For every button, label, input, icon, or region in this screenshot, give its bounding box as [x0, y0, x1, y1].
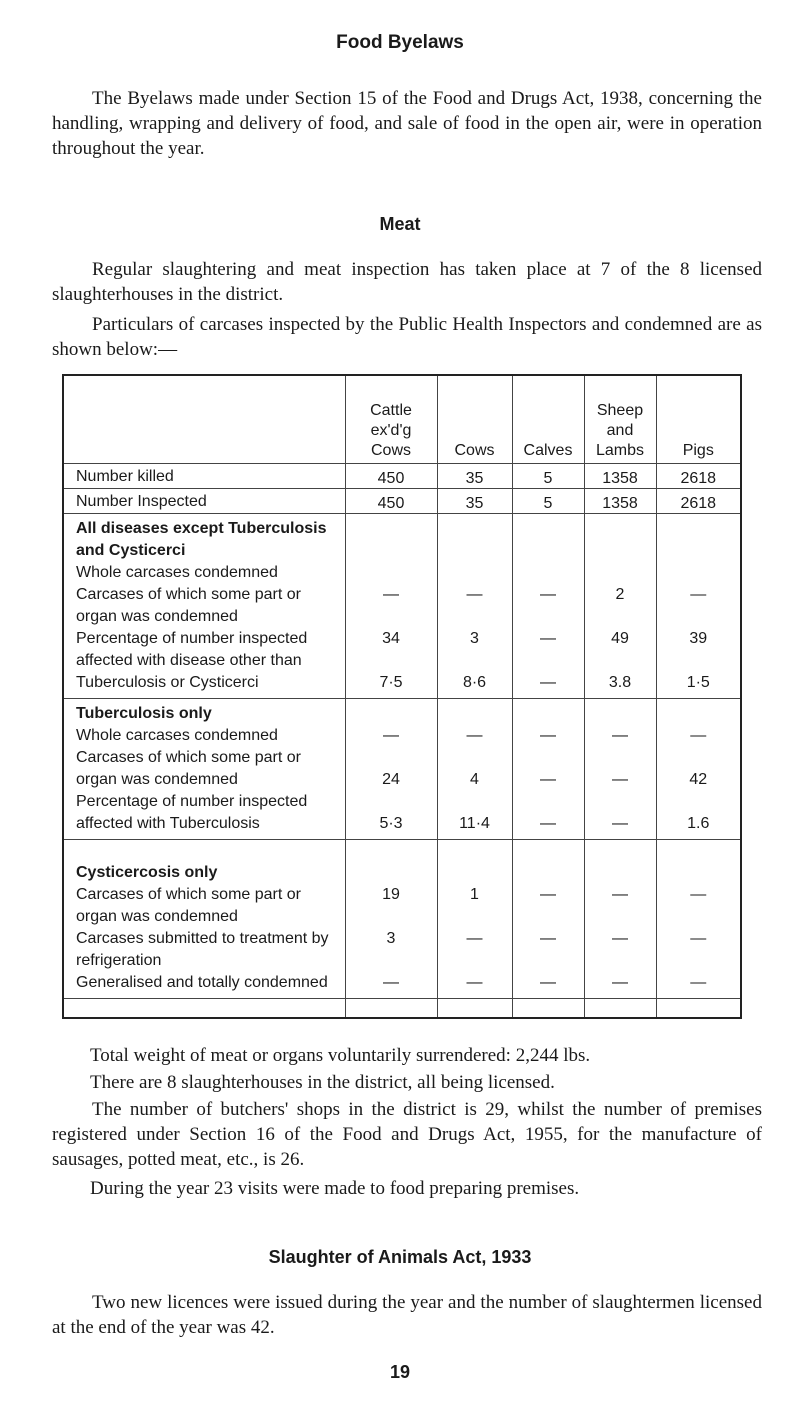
table-cell — [512, 513, 584, 698]
row-label: Carcases of which some part or organ was condemned — [76, 885, 301, 925]
cell-value: 4 — [470, 770, 479, 788]
section-title: Tuberculosis only — [76, 704, 212, 722]
cell-value: 3 — [386, 929, 396, 947]
cell-value: — — [466, 726, 483, 744]
label-number-inspected: Number Inspected — [63, 488, 345, 513]
table-cell — [656, 839, 741, 998]
cell-value: — — [612, 885, 628, 903]
table-cell: 450 — [345, 488, 437, 513]
cell-value: — — [466, 585, 483, 603]
cell-value: — — [540, 673, 556, 691]
table-cell — [584, 698, 656, 839]
table-cell — [437, 698, 512, 839]
row-label: Percentage of number inspected affected with Tuberculosis — [76, 792, 308, 832]
cell-value: — — [383, 585, 399, 603]
cell-value: 39 — [689, 629, 708, 647]
section-tuberculosis — [63, 698, 741, 839]
cell-value: 34 — [382, 629, 400, 647]
row-number-inspected — [63, 488, 741, 513]
cell-value: 19 — [382, 885, 400, 903]
page-title: Food Byelaws — [336, 32, 464, 53]
slaughter-paragraph: Two new licences were issued during the year and the number of slaughtermen licensed at the end of the year was 42. — [52, 1292, 762, 1338]
cell-value: — — [540, 770, 556, 788]
row-number-killed — [63, 463, 741, 488]
cell-value: 11·4 — [459, 814, 490, 832]
section-tuberculosis-labels — [63, 698, 345, 839]
cell-value: 3.8 — [608, 673, 632, 691]
section-title: All diseases except Tuberculosis and Cysticerci — [76, 519, 327, 559]
table-bottom-spacer — [63, 998, 741, 1018]
table-cell: 35 — [437, 488, 512, 513]
page-number: 19 — [389, 1362, 411, 1382]
cell-value: — — [466, 929, 483, 947]
table-cell — [437, 513, 512, 698]
table-cell — [584, 513, 656, 698]
table-cell — [345, 513, 437, 698]
table-cell — [345, 698, 437, 839]
header-cows: Cows — [437, 375, 512, 463]
intro-paragraph: The Byelaws made under Section 15 of the Food and Drugs Act, 1938, concerning the handling, wrapping and delivery of food, and sale of food in the open air, were in operation throughout the year. — [52, 88, 762, 159]
header-cattle: Cattle ex'd'g Cows — [345, 375, 437, 463]
meat-paragraph-1: Regular slaughtering and meat inspection has taken place at 7 of the 8 licensed slaughterhouses in the district. — [52, 259, 762, 305]
table-cell — [512, 698, 584, 839]
row-label: Generalised and totally condemned — [76, 973, 328, 991]
table-cell — [437, 839, 512, 998]
cell-value: — — [540, 585, 556, 603]
row-label: Whole carcases condemned — [76, 563, 278, 581]
label-number-killed: Number killed — [63, 463, 345, 488]
cell-value: 8·6 — [462, 673, 487, 691]
table-cell: 1358 — [584, 463, 656, 488]
header-sheep: Sheep and Lambs — [584, 375, 656, 463]
cell-value: — — [690, 585, 707, 603]
cell-value: — — [690, 929, 707, 947]
cell-value: — — [612, 726, 628, 744]
table-cell: 1358 — [584, 488, 656, 513]
table-cell — [656, 698, 741, 839]
cell-value: — — [466, 973, 483, 991]
table-cell: 2618 — [656, 463, 741, 488]
header-pigs: Pigs — [656, 375, 741, 463]
row-label: Whole carcases condemned — [76, 726, 278, 744]
meat-heading: Meat — [379, 214, 421, 234]
section-all-diseases — [63, 513, 741, 698]
meat-paragraph-2: Particulars of carcases inspected by the Public Health Inspectors and condemned are as shown below:— — [52, 314, 762, 360]
total-weight-text: Total weight of meat or organs voluntarily surrendered: 2,244 lbs. — [90, 1045, 591, 1066]
row-label: Carcases of which some part or organ was condemned — [76, 748, 301, 788]
cell-value: 7·5 — [379, 673, 403, 691]
cell-value: — — [383, 973, 399, 991]
table-cell — [656, 513, 741, 698]
cell-value: 2 — [615, 585, 625, 603]
cell-value: 1 — [470, 885, 479, 903]
cell-value: — — [690, 885, 707, 903]
table-cell — [584, 839, 656, 998]
row-label: Carcases submitted to treatment by refrigeration — [76, 929, 329, 969]
cell-value: — — [690, 973, 707, 991]
cell-value: 24 — [382, 770, 400, 788]
section-title: Cysticercosis only — [76, 863, 218, 881]
cell-value: 42 — [689, 770, 708, 788]
table-cell: 35 — [437, 463, 512, 488]
cell-value: — — [383, 726, 399, 744]
cell-value: — — [540, 629, 556, 647]
table-cell — [512, 839, 584, 998]
cell-value: — — [612, 814, 628, 832]
table-cell: 2618 — [656, 488, 741, 513]
section-cysticercosis-labels — [63, 839, 345, 998]
table-cell — [345, 839, 437, 998]
cell-value: 1·5 — [686, 673, 710, 691]
slaughter-heading: Slaughter of Animals Act, 1933 — [268, 1247, 532, 1267]
cell-value: — — [540, 885, 556, 903]
table-cell: 5 — [512, 488, 584, 513]
table-cell: 5 — [512, 463, 584, 488]
cell-value: 5·3 — [379, 814, 403, 832]
table-cell: 450 — [345, 463, 437, 488]
butchers-text: The number of butchers' shops in the district is 29, whilst the number of premises registered under Section 16 of the Food and Drugs Act, 1955, for the manufacture of sausages, potted meat, etc., is 26. — [52, 1099, 762, 1170]
header-blank — [63, 375, 345, 463]
cell-value: 49 — [611, 629, 629, 647]
cell-value: 1.6 — [687, 814, 710, 832]
cell-value: — — [612, 929, 628, 947]
carcase-table-wrapper — [62, 374, 740, 1019]
cell-value: — — [540, 726, 556, 744]
slaughterhouses-text: There are 8 slaughterhouses in the district, all being licensed. — [90, 1072, 555, 1093]
cell-value: — — [612, 973, 628, 991]
cell-value: — — [612, 770, 628, 788]
header-calves: Calves — [512, 375, 584, 463]
cell-value: — — [690, 726, 707, 744]
cell-value: — — [540, 929, 556, 947]
table-header-row — [63, 375, 741, 463]
carcase-table — [62, 374, 742, 1019]
section-all-diseases-labels — [63, 513, 345, 698]
cell-value: — — [540, 814, 556, 832]
section-cysticercosis — [63, 839, 741, 998]
row-label: Carcases of which some part or organ was condemned — [76, 585, 301, 625]
cell-value: — — [540, 973, 556, 991]
visits-text: During the year 23 visits were made to food preparing premises. — [90, 1178, 580, 1199]
cell-value: 3 — [470, 629, 479, 647]
row-label: Percentage of number inspected affected with disease other than Tuberculosis or Cysticerci — [76, 629, 308, 691]
